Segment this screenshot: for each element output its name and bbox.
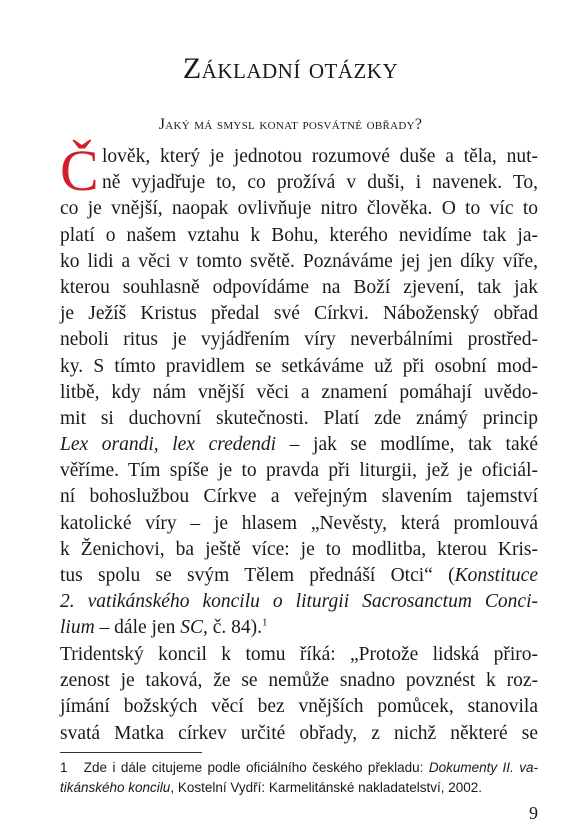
- footnote-source: tikánského koncilu: [60, 780, 171, 795]
- text-line: ky. S tímto pravidlem se setkáváme už při osobní mod-: [60, 355, 538, 377]
- text-line: litbě, kdy nám vnější věci a znamení pomáhají uvědo-: [60, 381, 538, 403]
- section-title: Jaký má smysl konat posvátné obřady?: [158, 116, 423, 133]
- text-line: mit si duchovní skutečnosti. Platí zde známý princip: [60, 407, 538, 429]
- text-line: platí o našem vztahu k Bohu, kterého nevidíme tak ja-: [60, 224, 538, 246]
- text-line: ně vyjadřuje to, co prožívá v duši, i navenek. To,: [102, 172, 538, 194]
- drop-cap: Č: [60, 138, 99, 203]
- text-line: [60, 563, 538, 589]
- chapter-title: Základní otázky: [182, 52, 399, 85]
- footnote-ref[interactable]: 1: [262, 616, 268, 629]
- text-line: jímání božských věcí bez vnějších pomůcek, stanovila: [60, 696, 538, 718]
- text-line: věříme. Tím spíše je to pravda při liturgii, jež je oficiál-: [60, 460, 538, 482]
- text-line: katolické víry – je hlasem „Nevěsty, která promlouvá: [60, 512, 538, 534]
- text-line: kterou souhlasně odpovídáme na Boží zjevení, tak jak: [60, 276, 538, 298]
- footnote-divider: [60, 752, 202, 753]
- text-line: [60, 432, 538, 458]
- text-line: neboli ritus je vyjádřením víry neverbálními prostřed-: [60, 329, 538, 351]
- text-line: Tridentský koncil k tomu říká: „Protože lidská přiro-: [60, 644, 538, 665]
- citation-abbrev: SC: [180, 617, 203, 639]
- text-line: je Ježíš Kristus předal své Církvi. Náboženský obřad: [60, 303, 538, 325]
- paragraph-1: [60, 138, 539, 642]
- paragraph-2: [60, 642, 538, 747]
- footnote-source: Dokumenty II. va-: [428, 760, 538, 775]
- text-line: ní bohoslužbou Církve a veřejným slavením tajemství: [60, 486, 538, 508]
- footnote-number: 1: [60, 760, 68, 775]
- text-fragment: , č. 84).: [203, 617, 263, 639]
- text-line: [60, 615, 538, 641]
- citation-title: lium: [60, 617, 95, 639]
- footnote: [60, 758, 538, 798]
- text-line: zenost je taková, že se nemůže snadno povznést k roz-: [60, 670, 538, 692]
- text-line: ko lidi a věci v tomto světě. Poznáváme jej jen díky víře,: [60, 250, 538, 272]
- footnote-text: Zde i dále citujeme podle oficiálního českého překladu:: [83, 760, 429, 775]
- footnote-text: , Kostelní Vydří: Karmelitánské nakladatelství, 2002.: [170, 780, 482, 795]
- footnote-line: [60, 758, 538, 778]
- footnote-line: [60, 778, 538, 798]
- text-fragment: – jak se modlíme, tak také: [276, 434, 539, 456]
- citation-title: 2. vatikánského koncilu o liturgii Sacrosanctum Conci-: [60, 591, 538, 613]
- citation-title: Konstituce: [454, 565, 538, 586]
- text-line: [60, 589, 538, 615]
- text-line: lověk, který je jednotou rozumové duše a těla, nut-: [102, 146, 538, 167]
- text-fragment: tus spolu se svým Tělem přednáší Otci“ (: [60, 565, 455, 586]
- text-line: k Ženichovi, ba ještě více: je to modlitba, kterou Kris-: [60, 538, 538, 560]
- text-line: svatá Matka církev určité obřady, z nichž některé se: [60, 722, 538, 744]
- text-line: co je vnější, naopak ovlivňuje nitro člověka. O to víc to: [60, 198, 538, 220]
- latin-phrase: Lex orandi, lex credendi: [60, 434, 277, 456]
- page-number: 9: [529, 803, 538, 823]
- text-fragment: – dále jen: [94, 617, 181, 639]
